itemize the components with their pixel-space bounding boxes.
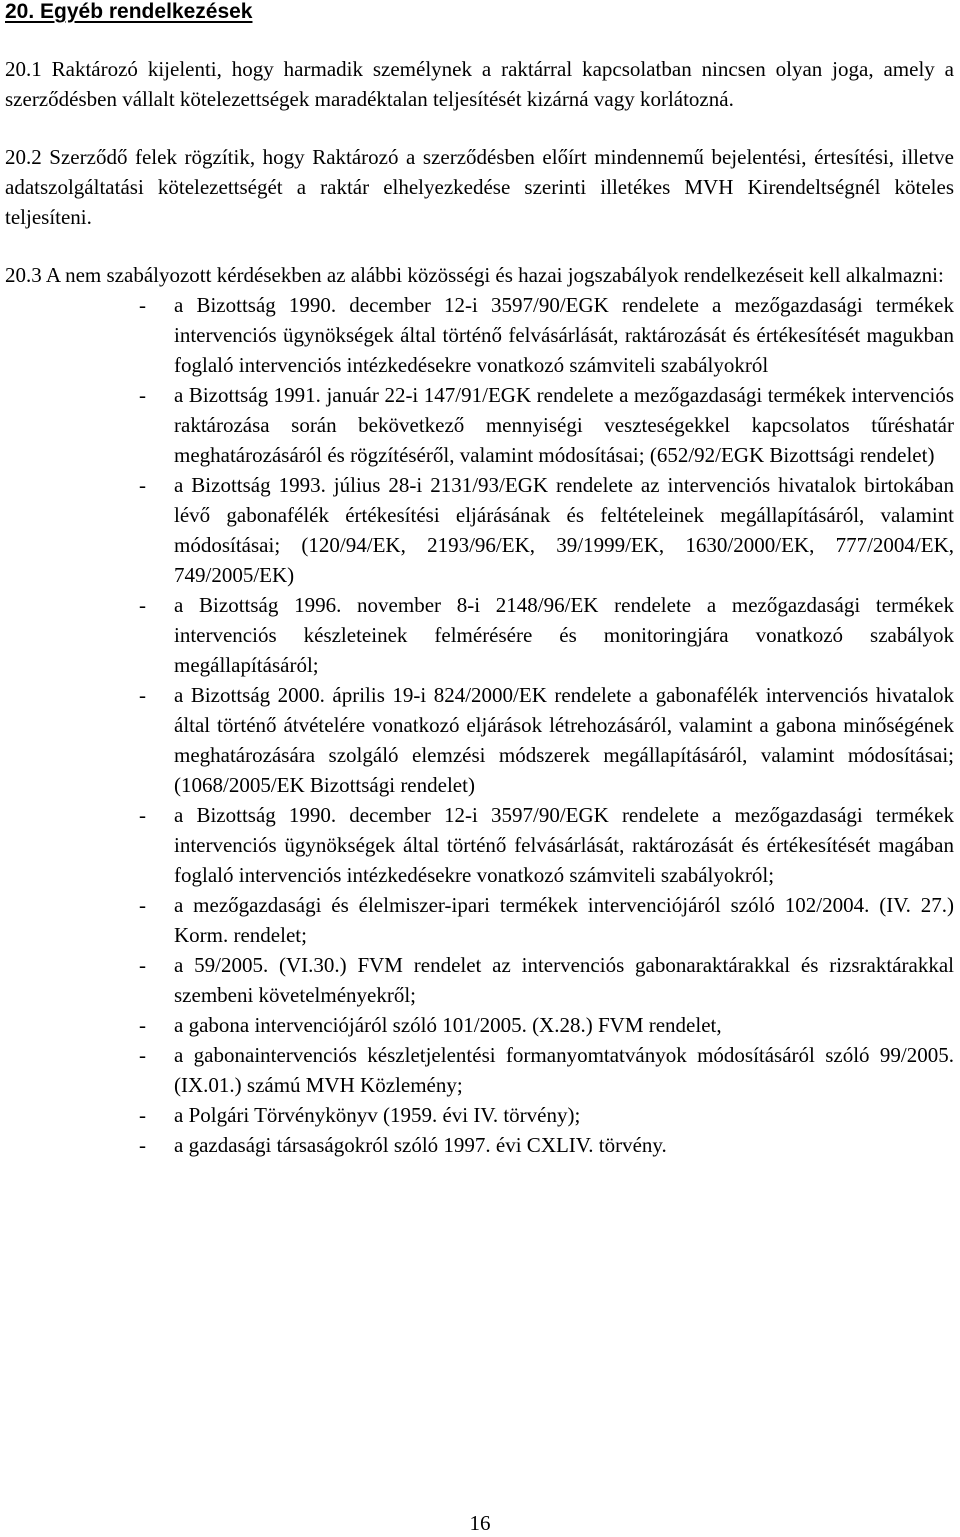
list-item-text: a Bizottság 1996. november 8-i 2148/96/EK rendelete a mezőgazdasági termékek intervenciós készleteinek felmérésére és monitoringjára vonatkozó szabályok megállapításáról; <box>174 593 954 677</box>
paragraph-20-3: 20.3 A nem szabályozott kérdésekben az alábbi közösségi és hazai jogszabályok rendelkezéseit kell alkalmazni: <box>5 263 944 287</box>
list-item <box>5 950 954 1010</box>
list-item <box>5 380 954 470</box>
list-item-text: a gabonaintervenciós készletjelentési formanyomtatványok módosításáról szóló 99/2005. (IX.01.) számú MVH Közlemény; <box>174 1043 954 1097</box>
list-item <box>5 1130 954 1160</box>
list-item-text: a Polgári Törvénykönyv (1959. évi IV. törvény); <box>174 1103 581 1127</box>
list-item-text: a 59/2005. (VI.30.) FVM rendelet az intervenciós gabonaraktárakkal és rizsraktárakkal szembeni követelményekről; <box>174 953 954 1007</box>
list-item-text: a Bizottság 1993. július 28-i 2131/93/EGK rendelete az intervenciós hivatalok birtokában lévő gabonafélék értékesítési eljárásának és feltételeinek megállapításáról, valamint módosításai; (120/94/EK, 2193/96/EK, 39/1999/EK, 1630/2000/EK, 777/2004/EK, 749/2005/EK) <box>174 473 954 587</box>
list-item-text: a Bizottság 2000. április 19-i 824/2000/EK rendelete a gabonafélék intervenciós hivatalok által történő átvételére vonatkozó eljárások létrehozásáról, valamint a gabona minőségének meghatározására szolgáló elemzési módszerek megállapításáról, valamint módosításai; (1068/2005/EK Bizottsági rendelet) <box>174 683 954 797</box>
paragraph-20-2: 20.2 Szerződő felek rögzítik, hogy Raktározó a szerződésben előírt mindennemű bejelentési, értesítési, illetve adatszolgáltatási kötelezettségét a raktár elhelyezkedése szerinti illetékes MVH Kirendeltségnél köteles teljesíteni. <box>5 145 954 229</box>
list-bullet: - <box>139 1043 146 1067</box>
list-item-text: a gabona intervenciójáról szóló 101/2005. (X.28.) FVM rendelet, <box>174 1013 722 1037</box>
list-item <box>5 470 954 590</box>
list-item <box>5 1010 954 1040</box>
list-bullet: - <box>139 473 146 497</box>
list-item <box>5 800 954 890</box>
list-bullet: - <box>139 383 146 407</box>
list-item <box>5 1040 954 1100</box>
list-bullet: - <box>139 893 146 917</box>
list-bullet: - <box>139 683 146 707</box>
list-item-text: a Bizottság 1991. január 22-i 147/91/EGK rendelete a mezőgazdasági termékek intervenciós raktározása során bekövetkező mennyiségi veszteségekkel kapcsolatos tűréshatár meghatározásáról és rögzítéséről, valamint módosításai; (652/92/EGK Bizottsági rendelet) <box>174 383 954 467</box>
list-bullet: - <box>139 1103 146 1127</box>
section-title: 20. Egyéb rendelkezések <box>5 0 253 23</box>
list-item-text: a mezőgazdasági és élelmiszer-ipari termékek intervenciójáról szóló 102/2004. (IV. 27.) Korm. rendelet; <box>174 893 954 947</box>
page-number: 16 <box>469 1511 491 1535</box>
list-item <box>5 1100 954 1130</box>
list-item <box>5 290 954 380</box>
list-bullet: - <box>139 1013 146 1037</box>
list-item-text: a gazdasági társaságokról szóló 1997. évi CXLIV. törvény. <box>174 1133 667 1157</box>
regulation-list <box>5 290 954 1160</box>
list-item-text: a Bizottság 1990. december 12-i 3597/90/EGK rendelete a mezőgazdasági termékek intervenciós ügynökségek által történő felvásárlását, raktározását és értékesítését magában foglaló intervenciós intézkedésekre vonatkozó számviteli szabályokról; <box>174 803 954 887</box>
list-item <box>5 680 954 800</box>
list-bullet: - <box>139 1133 146 1157</box>
list-bullet: - <box>139 803 146 827</box>
list-item <box>5 890 954 950</box>
list-item <box>5 590 954 680</box>
paragraph-20-1: 20.1 Raktározó kijelenti, hogy harmadik személynek a raktárral kapcsolatban nincsen olyan joga, amely a szerződésben vállalt kötelezettségek maradéktalan teljesítését kizárná vagy korlátozná. <box>5 57 954 111</box>
list-bullet: - <box>139 953 146 977</box>
list-bullet: - <box>139 593 146 617</box>
list-item-text: a Bizottság 1990. december 12-i 3597/90/EGK rendelete a mezőgazdasági termékek intervenciós ügynökségek által történő felvásárlását, raktározását és értékesítését magukban foglaló intervenciós intézkedésekre vonatkozó számviteli szabályokról <box>174 293 954 377</box>
list-bullet: - <box>139 293 146 317</box>
